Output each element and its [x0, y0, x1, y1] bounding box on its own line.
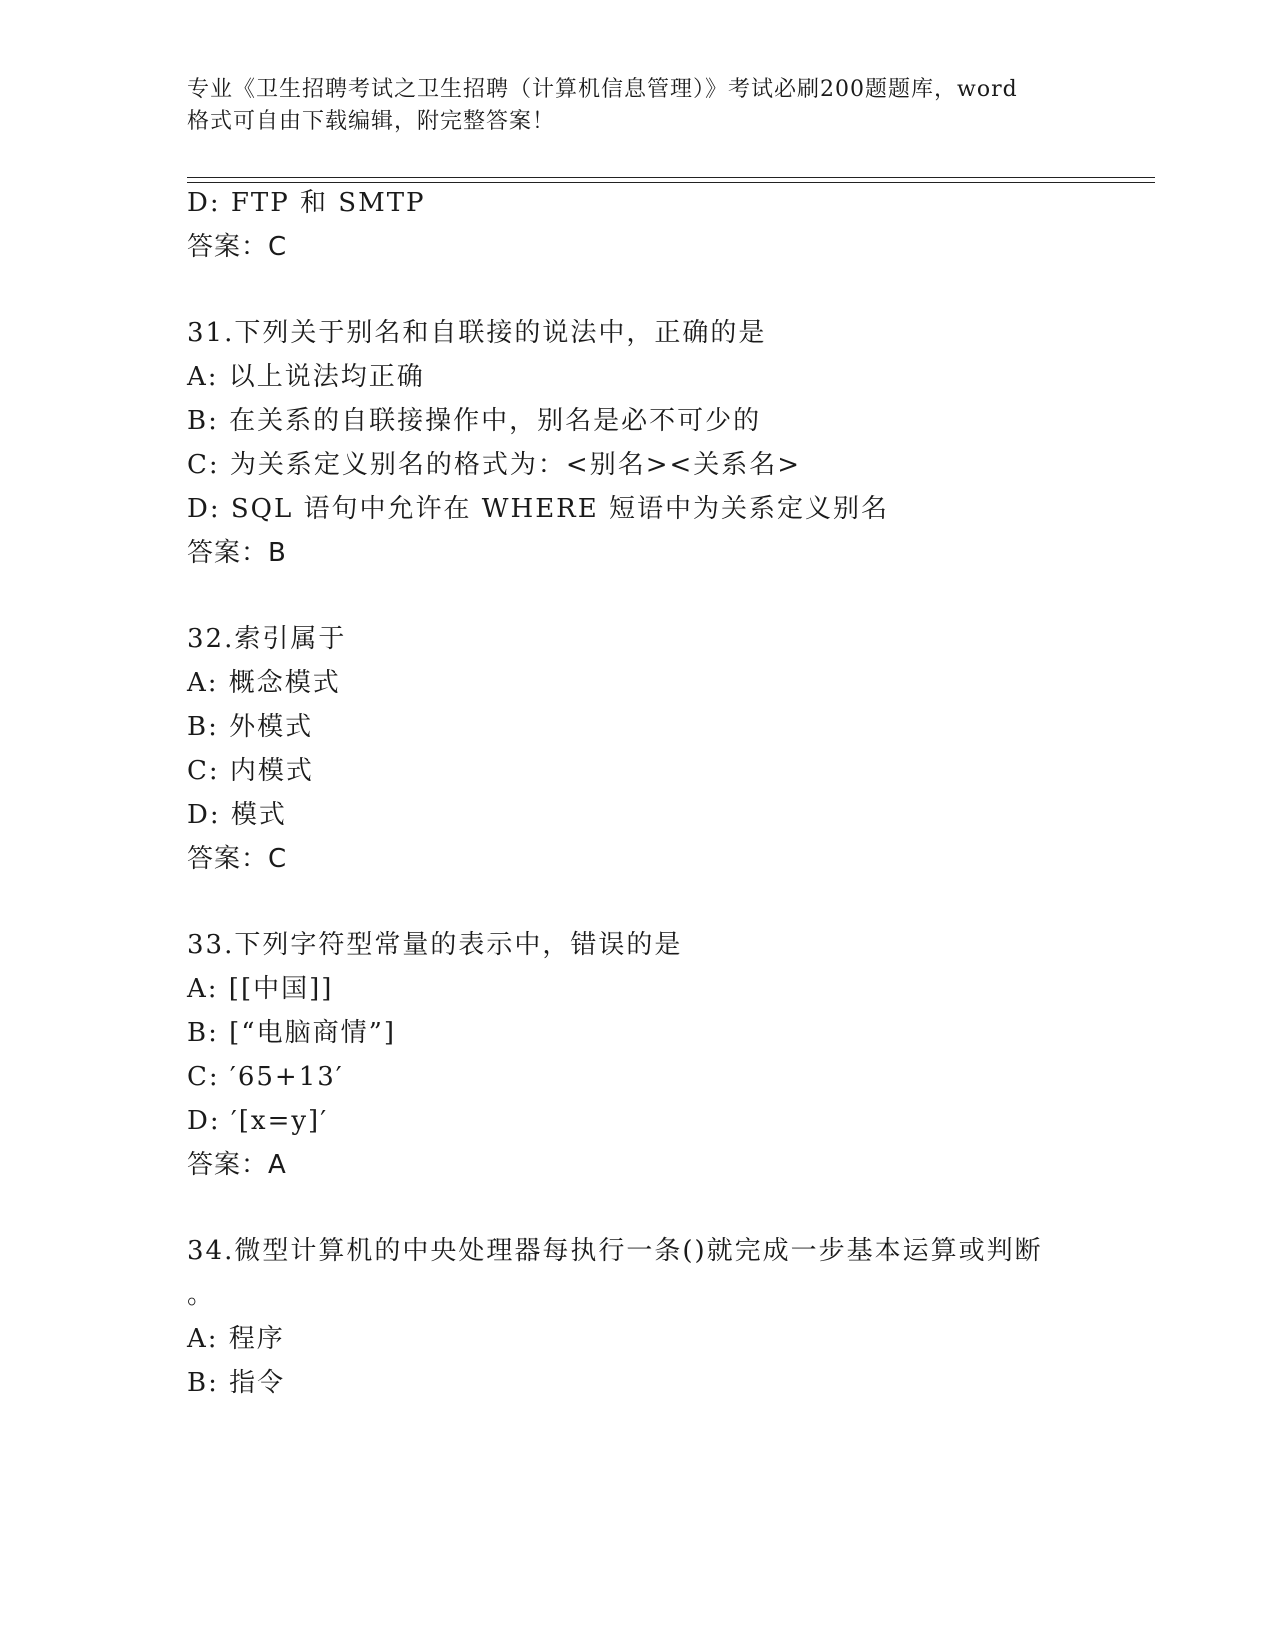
q32-option-b: B: 外模式 [187, 712, 314, 742]
q33-option-c: C: ′65+13′ [187, 1062, 344, 1092]
header-line-1: 专业《卫生招聘考试之卫生招聘（计算机信息管理）》考试必刷200题题库，word [187, 77, 1018, 102]
q34-stem: 34.微型计算机的中央处理器每执行一条()就完成一步基本运算或判断 [187, 1236, 1043, 1266]
header-line-2: 格式可自由下载编辑，附完整答案！ [187, 109, 556, 134]
prev-answer: 答案：C [187, 232, 288, 262]
q32-option-d: D: 模式 [187, 800, 287, 830]
q31-answer: 答案：B [187, 538, 287, 568]
q31-option-c: C: 为关系定义别名的格式为：<别名><关系名> [187, 450, 802, 480]
q33-option-d: D: ′[x=y]′ [187, 1106, 329, 1136]
q33-stem: 33.下列字符型常量的表示中，错误的是 [187, 930, 683, 960]
q31-option-d: D: SQL 语句中允许在 WHERE 短语中为关系定义别名 [187, 494, 889, 524]
q33-option-b: B: [“电脑商情”] [187, 1018, 397, 1048]
q32-answer: 答案：C [187, 844, 288, 874]
q33-answer: 答案：A [187, 1150, 287, 1180]
q32-option-a: A: 概念模式 [187, 668, 341, 698]
q34-option-a: A: 程序 [187, 1324, 285, 1354]
header-rule-top [187, 177, 1155, 178]
q34-option-b: B: 指令 [187, 1368, 286, 1398]
q31-option-b: B: 在关系的自联接操作中，别名是必不可少的 [187, 406, 762, 436]
q31-stem: 31.下列关于别名和自联接的说法中，正确的是 [187, 318, 767, 348]
q34-stem-continued: 。 [187, 1280, 216, 1310]
q32-stem: 32.索引属于 [187, 624, 347, 654]
q32-option-c: C: 内模式 [187, 756, 314, 786]
q33-option-a: A: [[中国]] [187, 974, 334, 1004]
q31-option-a: A: 以上说法均正确 [187, 362, 425, 392]
prev-option-d: D: FTP 和 SMTP [187, 188, 426, 218]
header-rule-bottom [187, 182, 1155, 183]
document-header [187, 74, 1087, 138]
